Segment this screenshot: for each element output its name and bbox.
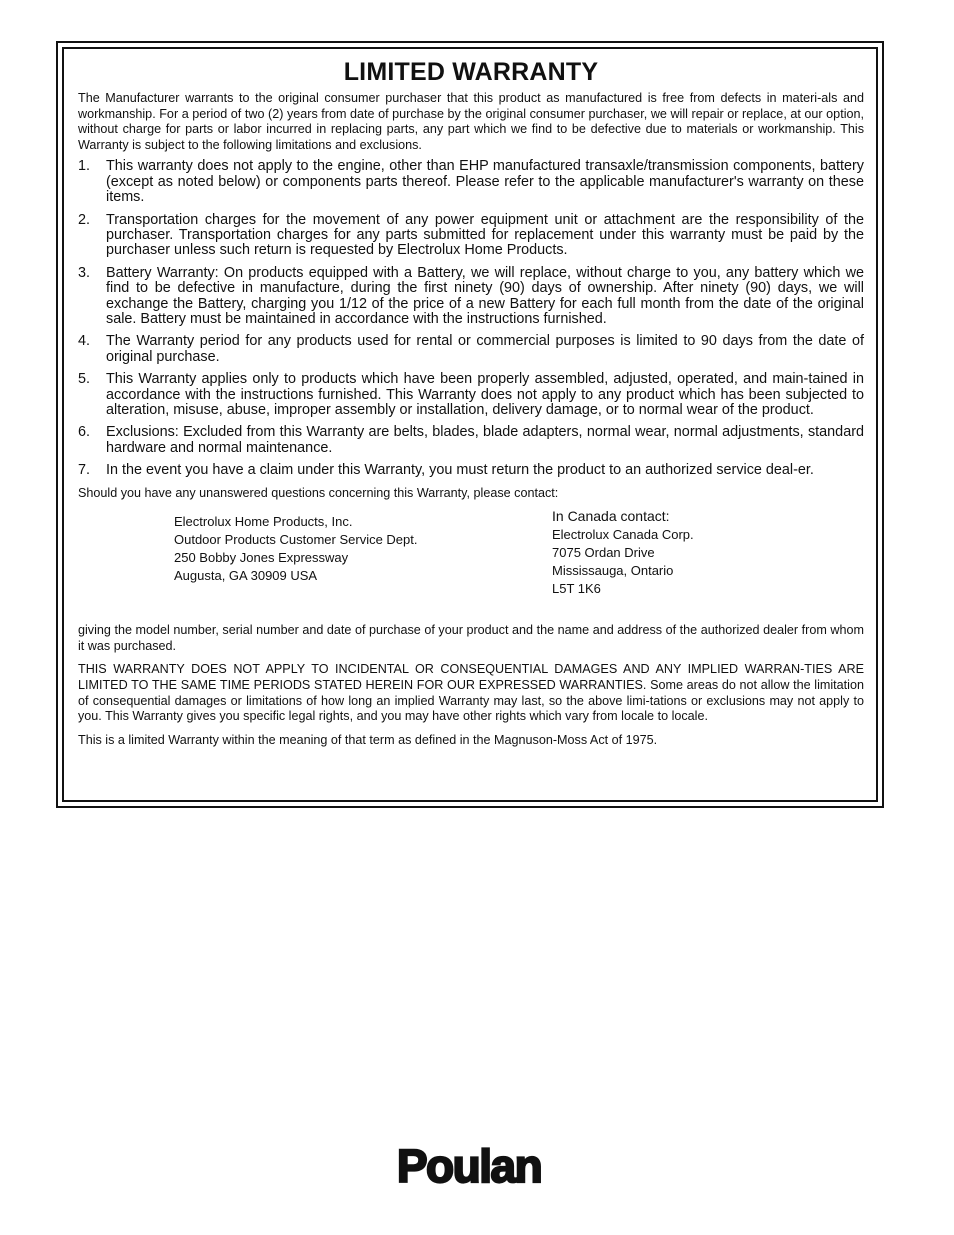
list-item xyxy=(78,463,864,478)
address-line: Electrolux Home Products, Inc. xyxy=(174,514,353,530)
list-item xyxy=(78,266,864,328)
list-item xyxy=(78,334,864,365)
logo-text: Poulan xyxy=(396,1144,542,1188)
item-text: This warranty does not apply to the engine, other than EHP manufactured transaxle/transmission components, battery (except as noted below) or components parts thereof. Please refer to the applicable manufacturer's warranty on these items. xyxy=(106,158,864,206)
item-text: Exclusions: Excluded from this Warranty are belts, blades, blade adapters, normal wear, normal adjustments, standard hardware and normal maintenance. xyxy=(106,424,864,456)
item-text: In the event you have a claim under this Warranty, you must return the product to an authorized service deal-er. xyxy=(106,462,814,479)
address-line: Electrolux Canada Corp. xyxy=(552,527,694,543)
item-number: 2. xyxy=(78,211,91,228)
us-address xyxy=(174,513,418,585)
list-item xyxy=(78,425,864,456)
poulan-logo xyxy=(376,1144,562,1188)
item-text: This Warranty applies only to products which have been properly assembled, adjusted, operated, and main-tained in accordance with the instructions furnished. This Warranty does not apply to any product which has been subjected to alteration, misuse, abuse, improper assembly or installation, delivery damage, or to normal wear of the product. xyxy=(106,371,864,419)
limitations-list xyxy=(78,159,864,478)
item-number: 1. xyxy=(78,158,91,175)
canada-heading: In Canada contact: xyxy=(552,508,670,525)
item-text: Transportation charges for the movement of any power equipment unit or attachment are the responsibility of the purchaser. Transportation charges for any parts submitted for replacement under this warranty must be paid by the purchaser unless such return is requested by Electrolux Home Products. xyxy=(106,211,864,259)
address-line: 7075 Ordan Drive xyxy=(552,545,655,561)
contact-addresses xyxy=(78,505,864,615)
list-item xyxy=(78,372,864,418)
item-number: 6. xyxy=(78,424,91,441)
item-text: Battery Warranty: On products equipped with a Battery, we will replace, without charge to you, any battery which we find to be defective in manufacture, during the first ninety (90) days of ownership. After ninety (90) days, we will exchange the Battery, charging you 1/12 of the price of a new Battery for each full month from the date of the original sale. Battery must be maintained in accordance with the instructions furnished. xyxy=(106,264,864,328)
item-text: The Warranty period for any products used for rental or commercial purposes is limited to 90 days from the date of original purchase. xyxy=(106,333,864,365)
disclaimer-paragraph: THIS WARRANTY DOES NOT APPLY TO INCIDENTAL OR CONSEQUENTIAL DAMAGES AND ANY IMPLIED WARRAN-TIES ARE LIMITED TO THE SAME TIME PERIODS STATED HEREIN FOR OUR EXPRESSED WARRANTIES. Some areas do not allow the limitation of consequential damages or limitations of how long an implied Warranty may last, so the above limi-tations or exclusions may not apply to you. This Warranty gives you specific legal rights, and you may have other rights which vary from locale to locale. xyxy=(78,662,864,724)
address-line: Augusta, GA 30909 USA xyxy=(174,568,318,584)
item-number: 5. xyxy=(78,371,91,388)
page-title: LIMITED WARRANTY xyxy=(343,58,599,86)
list-item xyxy=(78,159,864,205)
list-item xyxy=(78,213,864,259)
address-line: Outdoor Products Customer Service Dept. xyxy=(174,532,418,548)
warranty-content xyxy=(78,58,864,748)
address-line: L5T 1K6 xyxy=(552,581,601,597)
item-number: 7. xyxy=(78,462,91,479)
item-number: 3. xyxy=(78,264,91,281)
magnuson-moss-paragraph: This is a limited Warranty within the meaning of that term as defined in the Magnuson-Moss Act of 1975. xyxy=(78,732,658,747)
giving-paragraph: giving the model number, serial number and date of purchase of your product and the name and address of the authorized dealer from whom it was purchased. xyxy=(78,623,864,653)
item-number: 4. xyxy=(78,333,91,350)
canada-address xyxy=(552,507,694,598)
address-line: 250 Bobby Jones Expressway xyxy=(174,550,349,566)
contact-intro: Should you have any unanswered questions concerning this Warranty, please contact: xyxy=(78,485,559,500)
address-line: Mississauga, Ontario xyxy=(552,563,674,579)
intro-paragraph: The Manufacturer warrants to the original consumer purchaser that this product as manufactured is free from defects in materi-als and workmanship. For a period of two (2) years from date of purchase by the original consumer purchaser, we will repair or replace, at our option, without charge for parts or labor incurred in replacing parts, any part which we find to be defective due to materials or workmanship. This Warranty is subject to the following limitations and exclusions. xyxy=(78,91,864,152)
